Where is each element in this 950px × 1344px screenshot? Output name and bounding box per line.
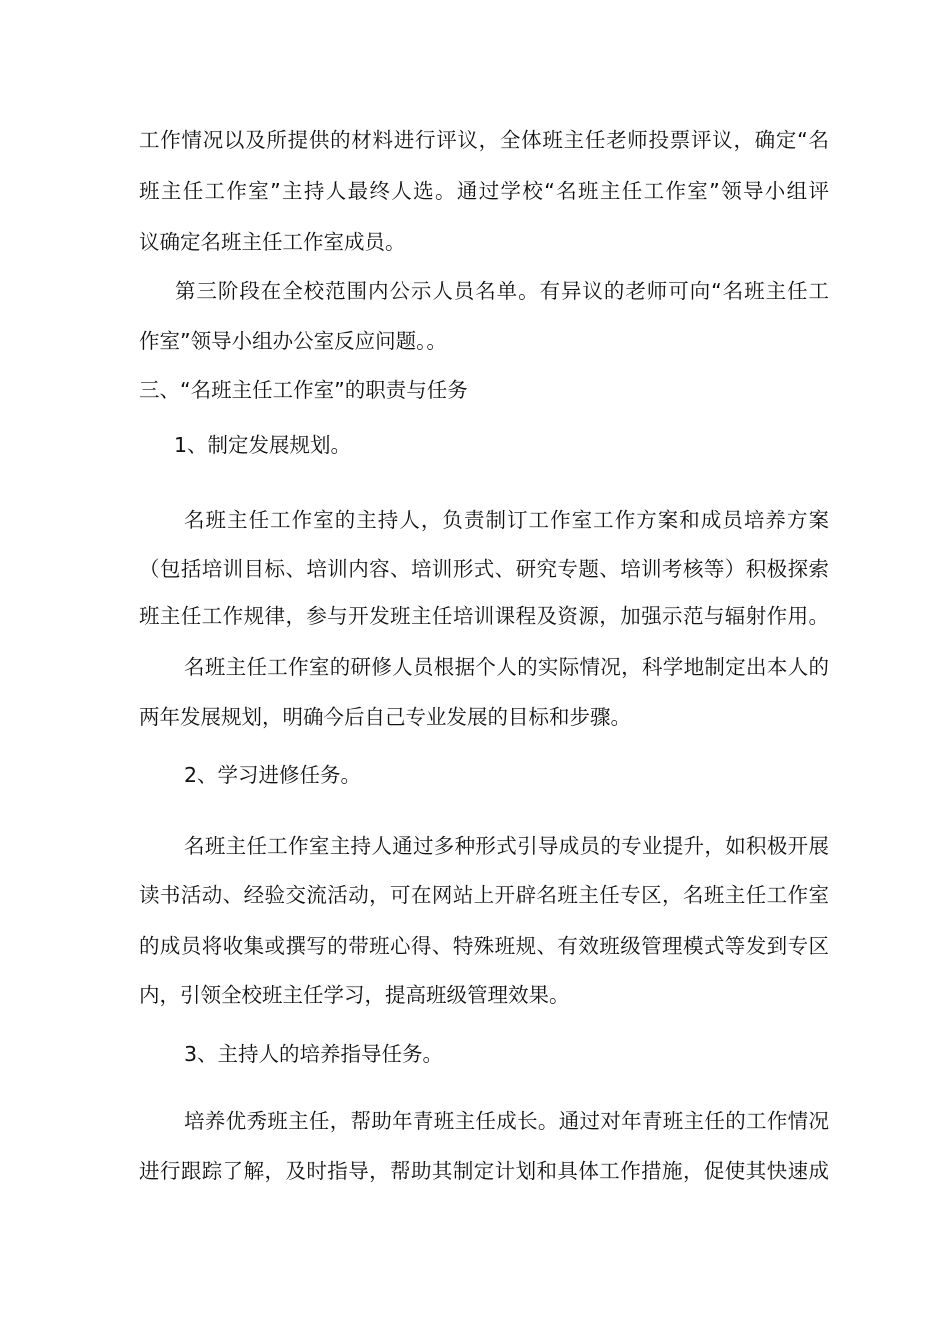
body-text-line: 第三阶段在全校范围内公示人员名单。有异议的老师可向“名班主任工 (175, 279, 829, 303)
body-text-line: 班主任工作规律，参与开发班主任培训课程及资源，加强示范与辐射作用。 (139, 604, 829, 628)
body-text-line: 议确定名班主任工作室成员。 (139, 230, 406, 254)
body-text-line: 的成员将收集或撰写的带班心得、特殊班规、有效班级管理模式等发到专区 (139, 934, 829, 958)
subsection-heading: 3、主持人的培养指导任务。 (184, 1042, 444, 1066)
body-text-line: 工作情况以及所提供的材料进行评议，全体班主任老师投票评议，确定“名 (139, 128, 829, 152)
body-text-line: 进行跟踪了解，及时指导，帮助其制定计划和具体工作措施，促使其快速成 (139, 1159, 829, 1183)
subsection-heading: 2、学习进修任务。 (184, 763, 362, 787)
body-text-line: 班主任工作室”主持人最终人选。通过学校“名班主任工作室”领导小组评 (139, 179, 829, 203)
subsection-heading: 1、制定发展规划。 (174, 433, 352, 457)
body-text-line: （包括培训目标、培训内容、培训形式、研究专题、培训考核等）积极探索 (139, 557, 829, 581)
body-text-line: 名班主任工作室的主持人，负责制订工作室工作方案和成员培养方案 (184, 508, 829, 532)
body-text-line: 两年发展规划，明确今后自己专业发展的目标和步骤。 (139, 705, 631, 729)
section-heading: 三、“名班主任工作室”的职责与任务 (139, 378, 468, 402)
body-text-line: 作室”领导小组办公室反应问题。。 (139, 329, 447, 353)
body-text-line: 名班主任工作室的研修人员根据个人的实际情况，科学地制定出本人的 (184, 655, 829, 679)
body-text-line: 名班主任工作室主持人通过多种形式引导成员的专业提升，如积极开展 (184, 834, 829, 858)
body-text-line: 内，引领全校班主任学习，提高班级管理效果。 (139, 983, 570, 1007)
body-text-line: 读书活动、经验交流活动，可在网站上开辟名班主任专区，名班主任工作室 (139, 883, 829, 907)
body-text-line: 培养优秀班主任，帮助年青班主任成长。通过对年青班主任的工作情况 (184, 1109, 829, 1133)
